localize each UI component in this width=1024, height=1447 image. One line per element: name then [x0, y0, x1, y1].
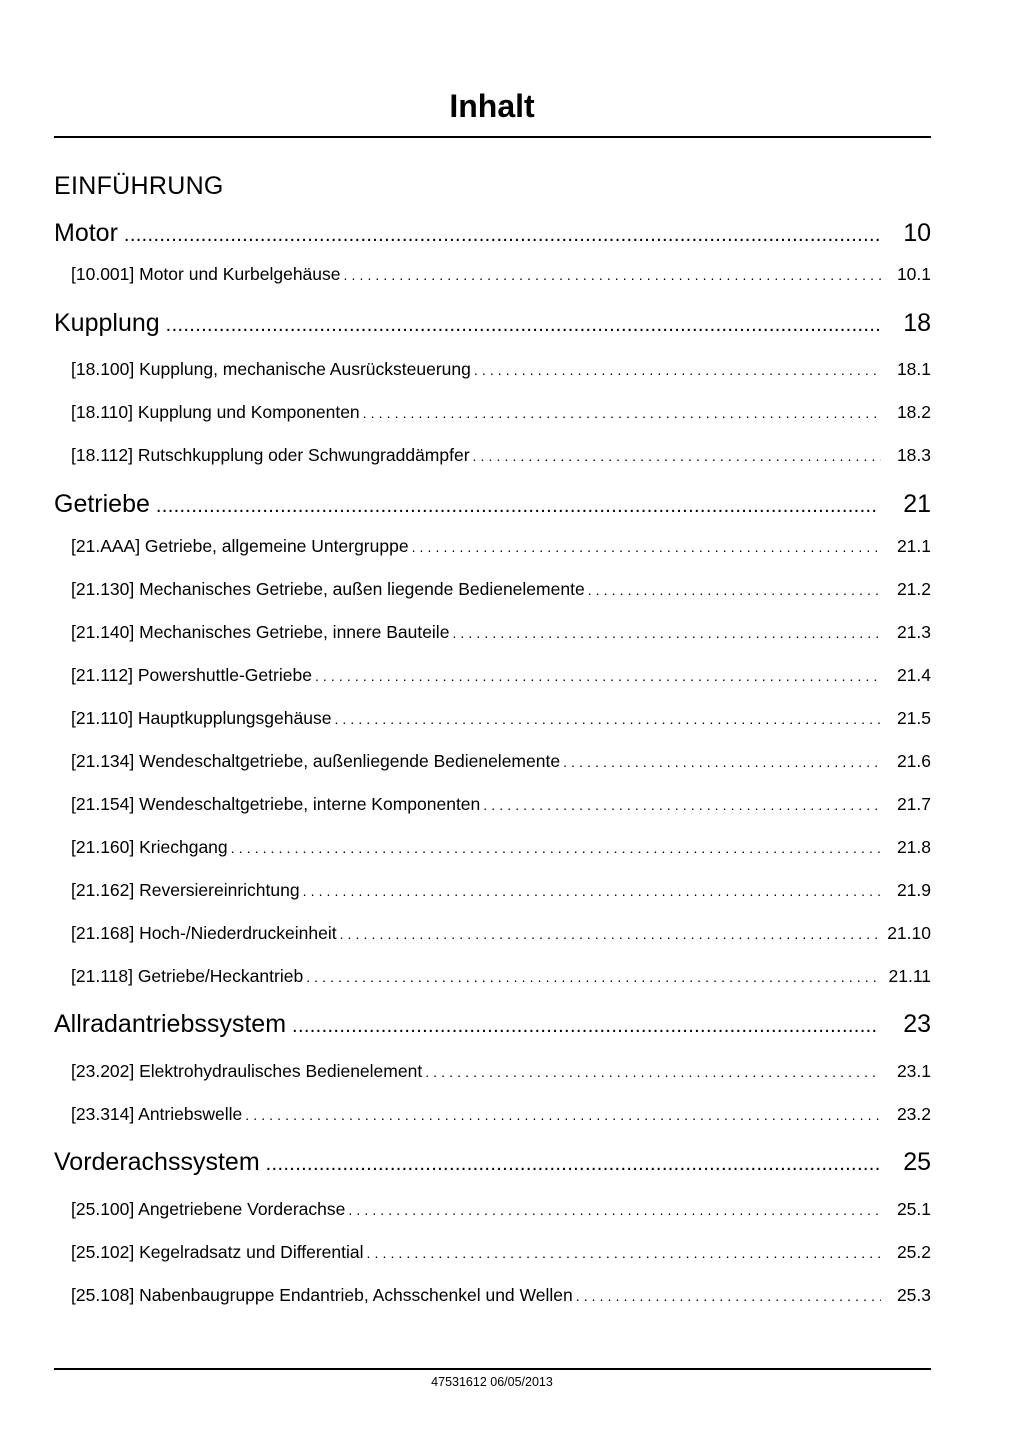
dot-leader [156, 488, 879, 524]
toc-section[interactable] [71, 1282, 931, 1309]
dot-leader [348, 1197, 881, 1223]
dot-leader [266, 1146, 879, 1182]
toc-section[interactable] [71, 261, 931, 288]
toc-section[interactable] [71, 920, 931, 947]
toc-section[interactable] [71, 1101, 931, 1128]
footer-divider [54, 1368, 931, 1370]
chapter-title: Motor [54, 219, 118, 247]
section-title: [21.112] Powershuttle-Getriebe [71, 665, 312, 685]
dot-leader [124, 217, 879, 253]
title-divider [54, 136, 931, 138]
section-title: [23.314] Antriebswelle [71, 1104, 243, 1124]
section-title: [21.160] Kriechgang [71, 837, 228, 857]
toc-section[interactable] [71, 442, 931, 469]
dot-leader [588, 577, 881, 603]
dot-leader [344, 262, 882, 288]
section-page: 25.3 [896, 1285, 931, 1305]
section-page: 18.2 [896, 402, 931, 422]
dot-leader [473, 443, 881, 469]
chapter-title: Kupplung [54, 309, 160, 337]
section-page: 21.5 [896, 708, 931, 728]
toc-section[interactable] [71, 356, 931, 383]
chapter-title: Getriebe [54, 490, 150, 518]
dot-leader [315, 663, 881, 689]
section-title: [21.140] Mechanisches Getriebe, innere Bauteile [71, 622, 450, 642]
dot-leader [334, 706, 881, 732]
dot-leader [245, 1102, 881, 1128]
dot-leader [303, 878, 881, 904]
toc-section[interactable] [71, 399, 931, 426]
dot-leader [483, 792, 881, 818]
section-title: [23.202] Elektrohydraulisches Bedienelement [71, 1061, 423, 1081]
dot-leader [367, 1240, 881, 1266]
footer-doc-id: 47531612 06/05/2013 [431, 1375, 553, 1389]
page-title: Inhalt [449, 88, 535, 124]
section-title: [25.100] Angetriebene Vorderachse [71, 1199, 346, 1219]
section-title: [21.AAA] Getriebe, allgemeine Untergruppe [71, 536, 409, 556]
section-page: 18.1 [896, 359, 931, 379]
section-page: 21.10 [887, 923, 931, 943]
dot-leader [576, 1283, 881, 1309]
dot-leader [425, 1059, 881, 1085]
toc-section[interactable] [71, 533, 931, 560]
section-title: [10.001] Motor und Kurbelgehäuse [71, 264, 341, 284]
section-title: [21.134] Wendeschaltgetriebe, außenliegende Bedienelemente [71, 751, 561, 771]
dot-leader [166, 307, 879, 343]
toc-section[interactable] [71, 1239, 931, 1266]
section-page: 21.3 [896, 622, 931, 642]
section-page: 21.11 [888, 966, 931, 986]
chapter-page: 23 [903, 1010, 931, 1038]
section-page: 10.1 [896, 264, 931, 284]
section-title: [21.168] Hoch-/Niederdruckeinheit [71, 923, 337, 943]
section-title: [21.162] Reversiereinrichtung [71, 880, 300, 900]
dot-leader [231, 835, 881, 861]
dot-leader [452, 620, 881, 646]
section-page: 25.1 [896, 1199, 931, 1219]
dot-leader [340, 921, 878, 947]
toc-section[interactable] [71, 791, 931, 818]
section-title: [21.130] Mechanisches Getriebe, außen liegende Bedienelemente [71, 579, 585, 599]
section-page: 21.6 [896, 751, 931, 771]
section-page: 23.2 [896, 1104, 931, 1124]
toc-chapter[interactable] [54, 305, 931, 343]
toc-section[interactable] [71, 705, 931, 732]
toc-section[interactable] [71, 576, 931, 603]
toc-chapter[interactable] [54, 486, 931, 524]
section-title: [25.102] Kegelradsatz und Differential [71, 1242, 364, 1262]
chapter-title: Vorderachssystem [54, 1148, 260, 1176]
chapter-page: 10 [903, 219, 931, 247]
toc-section[interactable] [71, 748, 931, 775]
section-page: 21.1 [896, 536, 931, 556]
section-title: [18.112] Rutschkupplung oder Schwungraddämpfer [71, 445, 470, 465]
chapter-page: 21 [903, 490, 931, 518]
chapter-page: 18 [903, 309, 931, 337]
section-title: [21.118] Getriebe/Heckantrieb [71, 966, 304, 986]
toc-section[interactable] [71, 1196, 931, 1223]
section-page: 21.4 [896, 665, 931, 685]
toc-section[interactable] [71, 834, 931, 861]
section-page: 21.2 [896, 579, 931, 599]
dot-leader [363, 400, 881, 426]
toc-chapter[interactable] [54, 1006, 931, 1044]
section-page: 21.8 [896, 837, 931, 857]
dot-leader [563, 749, 881, 775]
chapter-title: Allradantriebssystem [54, 1010, 287, 1038]
toc-section[interactable] [71, 662, 931, 689]
toc-section[interactable] [71, 619, 931, 646]
toc-section[interactable] [71, 1058, 931, 1085]
dot-leader [474, 357, 881, 383]
section-page: 21.9 [896, 880, 931, 900]
section-title: [25.108] Nabenbaugruppe Endantrieb, Achsschenkel und Wellen [71, 1285, 573, 1305]
toc-chapter[interactable] [54, 1144, 931, 1182]
intro-heading: EINFÜHRUNG [54, 172, 224, 200]
section-title: [18.110] Kupplung und Komponenten [71, 402, 360, 422]
toc-chapter[interactable] [54, 215, 931, 253]
section-page: 18.3 [896, 445, 931, 465]
dot-leader [292, 1008, 879, 1044]
section-page: 25.2 [896, 1242, 931, 1262]
toc-section[interactable] [71, 963, 931, 990]
toc-section[interactable] [71, 877, 931, 904]
chapter-page: 25 [903, 1148, 931, 1176]
section-title: [21.154] Wendeschaltgetriebe, interne Komponenten [71, 794, 481, 814]
section-page: 21.7 [896, 794, 931, 814]
dot-leader [412, 534, 881, 560]
section-title: [21.110] Hauptkupplungsgehäuse [71, 708, 332, 728]
dot-leader [306, 964, 878, 990]
section-title: [18.100] Kupplung, mechanische Ausrücksteuerung [71, 359, 471, 379]
section-page: 23.1 [896, 1061, 931, 1081]
